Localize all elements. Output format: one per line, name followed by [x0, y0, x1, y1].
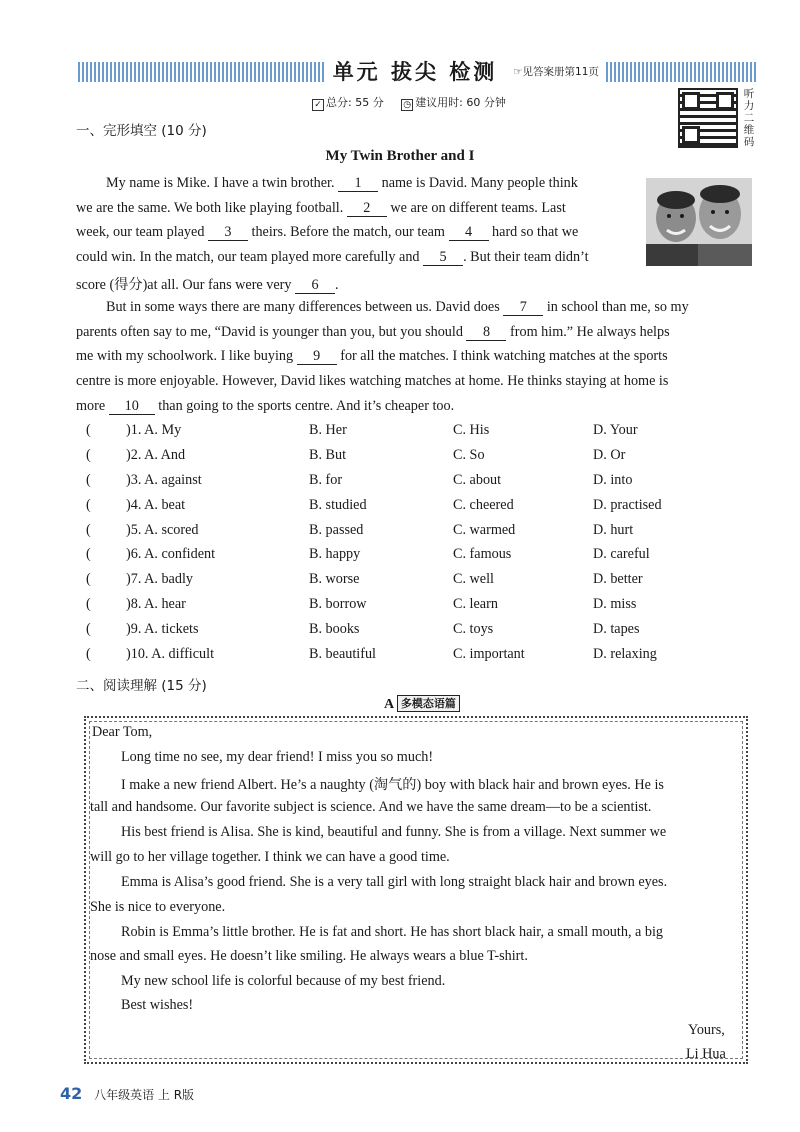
cloze-line: centre is more enjoyable. However, David likes watching matches at home. He thinks staying at home is: [76, 373, 669, 389]
answer-paren[interactable]: (: [86, 621, 91, 637]
option-b[interactable]: B. borrow: [309, 596, 367, 612]
option-a[interactable]: )1. A. My: [126, 422, 182, 438]
answer-paren[interactable]: (: [86, 646, 91, 662]
answer-paren[interactable]: (: [86, 522, 91, 538]
option-d[interactable]: D. into: [593, 472, 633, 488]
qr-code-icon[interactable]: [678, 88, 738, 148]
blank-4[interactable]: 4: [449, 225, 489, 241]
option-a[interactable]: )9. A. tickets: [126, 621, 199, 637]
answer-paren[interactable]: (: [86, 472, 91, 488]
option-c[interactable]: C. about: [453, 472, 502, 488]
cloze-line: more 10 than going to the sports centre. And it’s cheaper too.: [76, 398, 455, 414]
letter-line: I make a new friend Albert. He’s a naughty (淘气的) boy with black hair and brown eyes. He is: [121, 777, 664, 793]
answer-paren[interactable]: (: [86, 546, 91, 562]
blank-2[interactable]: 2: [347, 201, 387, 217]
answer-reference: ☞见答案册第11页: [506, 62, 606, 82]
section-1-heading: 一、完形填空 (10 分): [76, 123, 207, 139]
option-d[interactable]: D. Or: [593, 447, 626, 463]
letter-closing: Best wishes!: [121, 997, 194, 1013]
option-c[interactable]: C. important: [453, 646, 525, 662]
option-d[interactable]: D. hurt: [593, 522, 634, 538]
letter-line: My new school life is colorful because of my best friend.: [121, 973, 446, 989]
option-d[interactable]: D. tapes: [593, 621, 640, 637]
cloze-line: we are the same. We both like playing football. 2 we are on different teams. Last: [76, 200, 566, 216]
page-footer: [60, 1084, 194, 1103]
check-icon: ✓: [312, 99, 324, 111]
option-b[interactable]: B. studied: [309, 497, 367, 513]
option-c[interactable]: C. cheered: [453, 497, 514, 513]
option-a[interactable]: )4. A. beat: [126, 497, 186, 513]
part-badge: 多模态语篇: [397, 695, 460, 712]
book-info: 八年级英语 上 R版: [94, 1088, 195, 1102]
cloze-line: week, our team played 3 theirs. Before the match, our team 4 hard so that we: [76, 224, 579, 240]
answer-paren[interactable]: (: [86, 497, 91, 513]
option-c[interactable]: C. learn: [453, 596, 498, 612]
blank-8[interactable]: 8: [466, 325, 506, 341]
part-label: A 多模态语篇: [384, 695, 460, 713]
option-a[interactable]: )5. A. scored: [126, 522, 199, 538]
option-a[interactable]: )8. A. hear: [126, 596, 186, 612]
passage-title: My Twin Brother and I: [325, 148, 475, 164]
twin-boys-photo: [646, 178, 752, 266]
option-b[interactable]: B. happy: [309, 546, 361, 562]
blank-7[interactable]: 7: [503, 300, 543, 316]
option-b[interactable]: B. But: [309, 447, 347, 463]
blank-3[interactable]: 3: [208, 225, 248, 241]
option-b[interactable]: B. worse: [309, 571, 360, 587]
header-stripe-left: [78, 62, 326, 82]
blank-6[interactable]: 6: [295, 278, 335, 294]
total-score: 总分: 55 分: [326, 96, 384, 109]
letter-line: She is nice to everyone.: [90, 899, 226, 915]
bookmark-icon: ☞: [513, 66, 523, 78]
blank-5[interactable]: 5: [423, 250, 463, 266]
option-c[interactable]: C. So: [453, 447, 485, 463]
option-b[interactable]: B. for: [309, 472, 343, 488]
letter-signoff: Yours,: [688, 1022, 725, 1038]
qr-label: 听力二维码: [743, 88, 755, 148]
section-2-heading: 二、阅读理解 (15 分): [76, 678, 207, 694]
option-b[interactable]: B. Her: [309, 422, 347, 438]
letter-line: will go to her village together. I think we can have a good time.: [90, 849, 450, 865]
letter-salutation: Dear Tom,: [92, 724, 153, 740]
option-b[interactable]: B. passed: [309, 522, 364, 538]
option-a[interactable]: )3. A. against: [126, 472, 202, 488]
exam-meta: [312, 94, 506, 111]
letter-line: Long time no see, my dear friend! I miss you so much!: [121, 749, 434, 765]
letter-line: Emma is Alisa’s good friend. She is a very tall girl with long straight black hair and brown eyes.: [121, 874, 668, 890]
answer-paren[interactable]: (: [86, 447, 91, 463]
page-title: 单元 拔尖 检测: [332, 60, 498, 84]
header-stripe-right: [606, 62, 756, 82]
option-a[interactable]: )2. A. And: [126, 447, 186, 463]
option-b[interactable]: B. beautiful: [309, 646, 376, 662]
blank-9[interactable]: 9: [297, 349, 337, 365]
letter-line: tall and handsome. Our favorite subject is science. And we have the same dream—to be a scientist.: [90, 799, 652, 815]
letter-signature: Li Hua: [686, 1046, 726, 1062]
answer-paren[interactable]: (: [86, 422, 91, 438]
cloze-line: score (得分)at all. Our fans were very 6 .: [76, 277, 339, 293]
option-c[interactable]: C. well: [453, 571, 494, 587]
answer-paren[interactable]: (: [86, 571, 91, 587]
option-d[interactable]: D. miss: [593, 596, 637, 612]
option-c[interactable]: C. famous: [453, 546, 512, 562]
option-d[interactable]: D. relaxing: [593, 646, 657, 662]
letter-line: nose and small eyes. He doesn’t like smiling. He always wears a blue T-shirt.: [90, 948, 528, 964]
blank-1[interactable]: 1: [338, 176, 378, 192]
option-b[interactable]: B. books: [309, 621, 360, 637]
option-c[interactable]: C. toys: [453, 621, 494, 637]
cloze-line: me with my schoolwork. I like buying 9 for all the matches. I think watching matches at the sports: [76, 348, 668, 364]
cloze-line: could win. In the match, our team played more carefully and 5 . But their team didn’t: [76, 249, 589, 265]
option-c[interactable]: C. warmed: [453, 522, 516, 538]
suggested-time: 建议用时: 60 分钟: [415, 96, 506, 109]
page-number: 42: [60, 1084, 83, 1103]
letter-line: Robin is Emma’s little brother. He is fat and short. He has short black hair, a small mouth, a big: [121, 924, 664, 940]
blank-10[interactable]: 10: [109, 399, 155, 415]
option-d[interactable]: D. careful: [593, 546, 650, 562]
letter-line: His best friend is Alisa. She is kind, beautiful and funny. She is from a village. Next summer we: [121, 824, 667, 840]
option-d[interactable]: D. practised: [593, 497, 662, 513]
clock-icon: ◷: [401, 99, 413, 111]
cloze-line: parents often say to me, “David is younger than you, but you should 8 from him.” He always helps: [76, 324, 670, 340]
option-a[interactable]: )10. A. difficult: [126, 646, 215, 662]
option-a[interactable]: )6. A. confident: [126, 546, 216, 562]
option-a[interactable]: )7. A. badly: [126, 571, 193, 587]
answer-paren[interactable]: (: [86, 596, 91, 612]
option-d[interactable]: D. Your: [593, 422, 638, 438]
cloze-line: But in some ways there are many differences between us. David does 7 in school than me, so my: [106, 299, 689, 315]
cloze-line: My name is Mike. I have a twin brother. 1 name is David. Many people think: [106, 175, 578, 191]
option-d[interactable]: D. better: [593, 571, 643, 587]
option-c[interactable]: C. His: [453, 422, 490, 438]
